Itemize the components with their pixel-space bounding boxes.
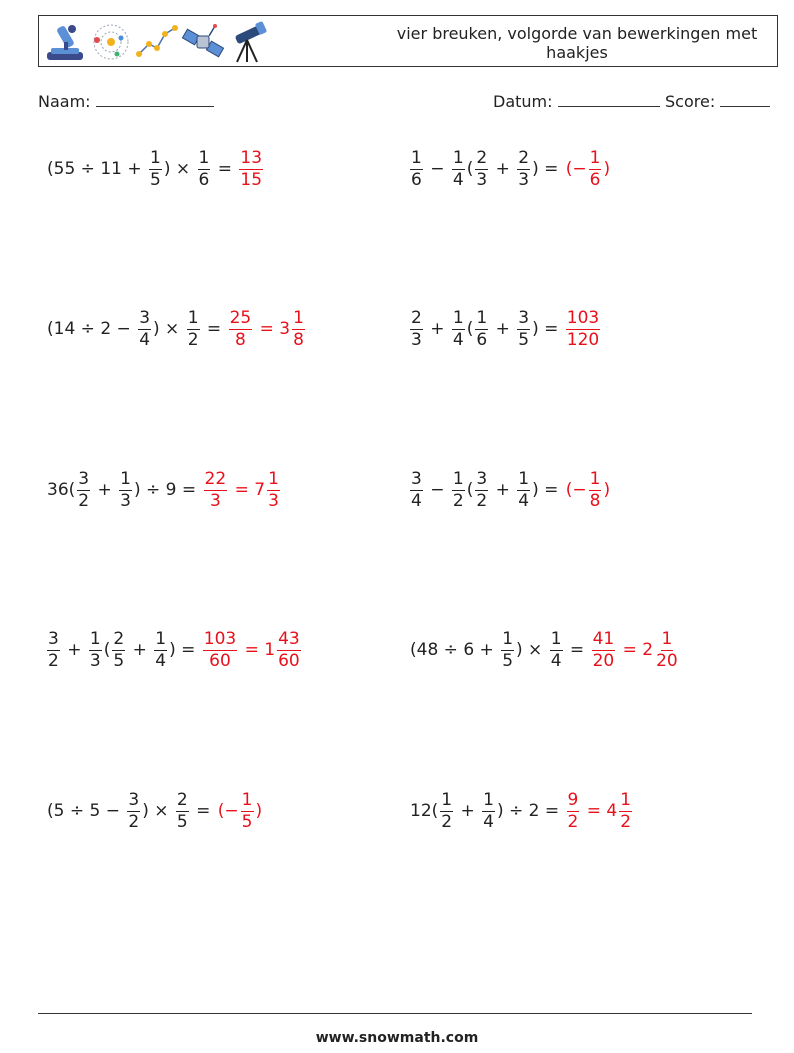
numerator: 2 <box>113 628 125 649</box>
denominator: 2 <box>620 811 632 832</box>
expression-text: + <box>490 480 516 500</box>
denominator: 4 <box>452 329 464 350</box>
fraction <box>89 628 102 671</box>
denominator: 6 <box>411 169 422 190</box>
fraction <box>77 468 90 511</box>
problem-10 <box>409 784 633 838</box>
fraction <box>517 468 530 511</box>
numerator: 3 <box>518 307 530 328</box>
numerator: 1 <box>502 628 514 649</box>
score-field <box>665 92 770 111</box>
denominator: 2 <box>452 490 464 511</box>
constellation-icon <box>135 20 179 64</box>
worksheet-title: vier breuken, volgorde van bewerkingen met haakjes <box>396 24 758 62</box>
numerator: 3 <box>48 628 59 649</box>
fraction <box>176 789 189 832</box>
expression-text: ( <box>466 159 474 179</box>
expression-text: ) = <box>532 159 564 179</box>
answer-fraction <box>655 628 679 671</box>
answer-fraction <box>239 147 263 190</box>
telescope-icon <box>227 20 271 64</box>
numerator: 2 <box>518 147 530 168</box>
fraction <box>198 147 211 190</box>
fraction <box>410 468 423 511</box>
denominator: 3 <box>268 490 279 511</box>
denominator: 3 <box>120 490 131 511</box>
expression-text: ) ÷ 9 = <box>133 480 202 500</box>
numerator: 13 <box>240 147 263 168</box>
numerator: 43 <box>278 628 300 649</box>
answer-text: ) <box>255 801 263 821</box>
name-line[interactable] <box>96 92 214 107</box>
expression-text: ) × <box>142 801 174 821</box>
numerator: 2 <box>411 307 422 328</box>
denominator: 4 <box>155 650 167 671</box>
expression-text: (5 ÷ 5 − <box>47 801 126 821</box>
numerator: 1 <box>483 789 494 810</box>
denominator: 5 <box>518 329 530 350</box>
numerator: 1 <box>293 307 304 328</box>
expression-text: ) × <box>163 159 196 179</box>
numerator: 1 <box>89 628 101 649</box>
answer-text: ) <box>603 159 611 179</box>
fraction <box>550 628 563 671</box>
denominator: 5 <box>113 650 125 671</box>
fraction <box>452 307 465 350</box>
fraction <box>138 307 151 350</box>
numerator: 1 <box>589 147 601 168</box>
expression-text: = <box>212 159 238 179</box>
satellite-icon <box>181 20 225 64</box>
numerator: 1 <box>241 789 253 810</box>
date-label: Datum: <box>493 92 553 111</box>
problem-6 <box>409 463 611 517</box>
expression-text: ) = <box>532 480 564 500</box>
date-line[interactable] <box>558 92 660 107</box>
numerator: 103 <box>203 628 237 649</box>
numerator: 2 <box>176 789 188 810</box>
fraction <box>452 147 465 190</box>
fraction <box>119 468 132 511</box>
answer-fraction <box>277 628 301 671</box>
numerator: 1 <box>518 468 530 489</box>
denominator: 6 <box>476 329 488 350</box>
denominator: 3 <box>518 169 530 190</box>
denominator: 120 <box>566 329 600 350</box>
answer-fraction <box>566 307 600 350</box>
expression-text: ) = <box>169 640 201 660</box>
numerator: 41 <box>592 628 615 649</box>
answer-text: = 1 <box>239 640 276 660</box>
denominator: 2 <box>128 811 140 832</box>
denominator: 20 <box>656 650 678 671</box>
fraction <box>187 307 200 350</box>
expression-text: ( <box>103 640 111 660</box>
answer-fraction <box>592 628 616 671</box>
problem-7 <box>46 623 302 677</box>
answer-fraction <box>203 628 237 671</box>
numerator: 1 <box>452 468 464 489</box>
problem-8 <box>409 623 680 677</box>
fraction <box>501 628 514 671</box>
footer-url[interactable]: www.snowmath.com <box>315 1030 479 1046</box>
denominator: 3 <box>411 329 422 350</box>
answer-fraction <box>589 468 602 511</box>
fraction <box>410 147 423 190</box>
score-line[interactable] <box>720 92 770 107</box>
score-label: Score: <box>665 92 716 111</box>
expression-text: = <box>190 801 216 821</box>
expression-text: + <box>490 159 516 179</box>
numerator: 1 <box>120 468 131 489</box>
denominator: 3 <box>209 490 221 511</box>
numerator: 3 <box>411 468 422 489</box>
numerator: 1 <box>268 468 279 489</box>
denominator: 5 <box>241 811 253 832</box>
fraction <box>440 789 453 832</box>
expression-text: = <box>201 319 227 339</box>
denominator: 6 <box>198 169 210 190</box>
fraction <box>475 147 488 190</box>
numerator: 1 <box>411 147 422 168</box>
denominator: 8 <box>589 490 601 511</box>
denominator: 5 <box>176 811 188 832</box>
denominator: 5 <box>502 650 514 671</box>
numerator: 1 <box>452 307 464 328</box>
denominator: 60 <box>278 650 300 671</box>
expression-text: + <box>424 319 450 339</box>
denominator: 4 <box>550 650 562 671</box>
numerator: 1 <box>476 307 488 328</box>
denominator: 2 <box>187 329 199 350</box>
problem-2 <box>409 142 611 196</box>
expression-text: + <box>61 640 87 660</box>
name-field <box>38 92 214 111</box>
numerator: 1 <box>452 147 464 168</box>
header-box <box>38 15 778 67</box>
answer-text: (− <box>565 159 587 179</box>
fraction <box>112 628 125 671</box>
solar-system-icon <box>89 20 133 64</box>
numerator: 1 <box>150 147 161 168</box>
fraction <box>47 628 60 671</box>
problem-9 <box>46 784 263 838</box>
answer-fraction <box>241 789 254 832</box>
numerator: 1 <box>661 628 673 649</box>
expression-text: ) × <box>153 319 185 339</box>
denominator: 15 <box>240 169 263 190</box>
expression-text: = <box>564 640 590 660</box>
fraction <box>154 628 167 671</box>
problem-5 <box>46 463 281 517</box>
numerator: 1 <box>155 628 167 649</box>
fraction <box>482 789 495 832</box>
expression-text: ) × <box>516 640 548 660</box>
denominator: 2 <box>567 811 579 832</box>
microscope-icon <box>43 20 87 64</box>
denominator: 4 <box>483 811 494 832</box>
expression-text: ) ÷ 2 = <box>496 801 565 821</box>
expression-text: + <box>490 319 516 339</box>
answer-text: = 7 <box>229 480 266 500</box>
fraction <box>452 468 465 511</box>
fraction <box>475 307 488 350</box>
denominator: 4 <box>518 490 530 511</box>
answer-text: = 4 <box>581 801 618 821</box>
fraction <box>410 307 423 350</box>
numerator: 3 <box>78 468 90 489</box>
numerator: 1 <box>441 789 453 810</box>
denominator: 6 <box>589 169 601 190</box>
denominator: 5 <box>150 169 161 190</box>
date-field <box>493 92 660 111</box>
answer-fraction <box>292 307 305 350</box>
answer-text: = 3 <box>254 319 291 339</box>
numerator: 3 <box>476 468 488 489</box>
expression-text: 12( <box>410 801 439 821</box>
fraction <box>127 789 140 832</box>
numerator: 1 <box>589 468 601 489</box>
fraction <box>149 147 162 190</box>
numerator: 25 <box>229 307 252 328</box>
answer-fraction <box>567 789 580 832</box>
answer-text: ) <box>603 480 611 500</box>
problem-3 <box>46 302 306 356</box>
expression-text: ( <box>466 319 474 339</box>
denominator: 8 <box>293 329 304 350</box>
expression-text: + <box>455 801 481 821</box>
answer-fraction <box>204 468 228 511</box>
answer-text: = 2 <box>617 640 654 660</box>
answer-fraction <box>229 307 253 350</box>
denominator: 2 <box>476 490 488 511</box>
denominator: 3 <box>89 650 101 671</box>
numerator: 3 <box>128 789 140 810</box>
numerator: 9 <box>567 789 579 810</box>
header-icons <box>43 20 273 64</box>
problem-1 <box>46 142 264 196</box>
expression-text: − <box>424 480 450 500</box>
denominator: 4 <box>139 329 151 350</box>
answer-fraction <box>267 468 280 511</box>
expression-text: 36( <box>47 480 76 500</box>
denominator: 4 <box>452 169 464 190</box>
fraction <box>475 468 488 511</box>
problem-4 <box>409 302 601 356</box>
denominator: 8 <box>235 329 246 350</box>
expression-text: (14 ÷ 2 − <box>47 319 137 339</box>
denominator: 2 <box>441 811 453 832</box>
fraction <box>517 147 530 190</box>
answer-text: (− <box>217 801 239 821</box>
numerator: 1 <box>550 628 562 649</box>
numerator: 1 <box>187 307 199 328</box>
numerator: 2 <box>476 147 488 168</box>
numerator: 1 <box>198 147 210 168</box>
answer-fraction <box>589 147 602 190</box>
answer-fraction <box>619 789 632 832</box>
numerator: 103 <box>566 307 600 328</box>
fraction <box>517 307 530 350</box>
denominator: 2 <box>78 490 90 511</box>
numerator: 3 <box>139 307 151 328</box>
denominator: 3 <box>476 169 488 190</box>
expression-text: (48 ÷ 6 + <box>410 640 500 660</box>
denominator: 20 <box>592 650 615 671</box>
expression-text: + <box>92 480 118 500</box>
answer-text: (− <box>565 480 587 500</box>
footer-divider <box>38 1013 752 1014</box>
denominator: 60 <box>209 650 231 671</box>
denominator: 4 <box>411 490 422 511</box>
denominator: 2 <box>48 650 59 671</box>
expression-text: + <box>127 640 153 660</box>
expression-text: − <box>424 159 450 179</box>
expression-text: (55 ÷ 11 + <box>47 159 147 179</box>
name-label: Naam: <box>38 92 91 111</box>
numerator: 22 <box>204 468 227 489</box>
numerator: 1 <box>620 789 632 810</box>
expression-text: ( <box>466 480 474 500</box>
expression-text: ) = <box>532 319 564 339</box>
